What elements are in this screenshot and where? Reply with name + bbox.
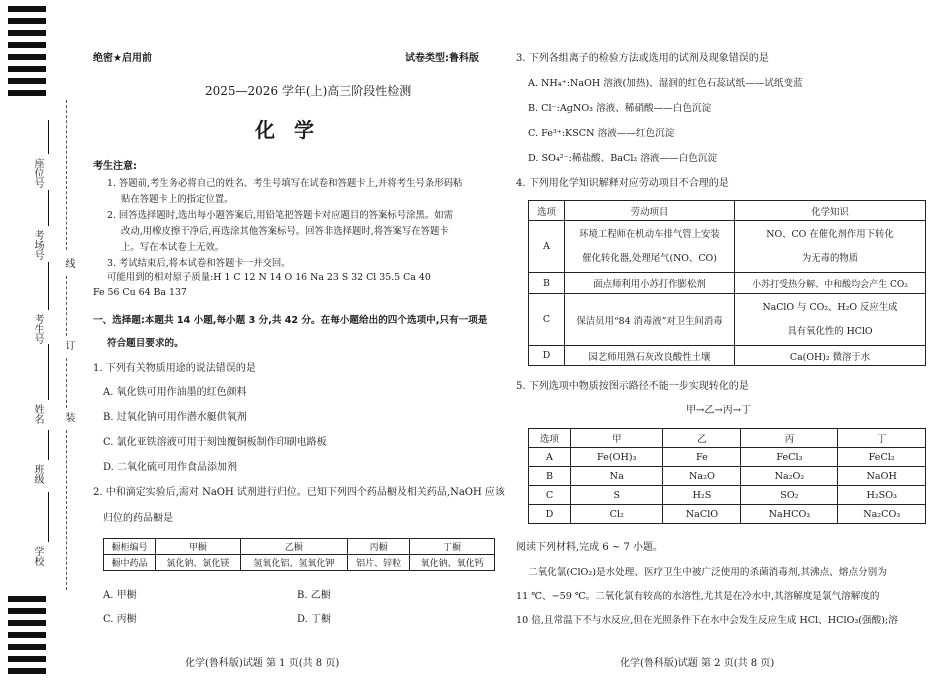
table-cell: Na₂CO₃: [838, 505, 926, 524]
table-cell: A: [529, 448, 571, 467]
q2-option-c: C. 丙橱: [103, 614, 137, 625]
candidate-number-label: 考生号: [32, 314, 43, 344]
table-row: [529, 505, 926, 524]
reading-line: 二氧化氯(ClO₂)是水处理、医疗卫生中被广泛使用的杀菌消毒剂,其沸点、熔点分别为: [528, 567, 887, 578]
table-cell: H₂SO₃: [838, 486, 926, 505]
reading-intro: 阅读下列材料,完成 6 ~ 7 小题。: [516, 542, 663, 553]
table-header-cell: 丙: [741, 429, 838, 448]
table-row: [529, 294, 926, 346]
knowledge-text: 具有氧化性的 HClO: [787, 325, 873, 337]
table-cell: 氯化钠、氯化镁: [156, 555, 241, 571]
notice-line: 改动,用橡皮擦干净后,再选涂其他答案标号。回答非选择题时,将答案写在答题卡: [121, 226, 449, 237]
table-header-cell: 丙橱: [347, 539, 409, 555]
notice-line: 上。写在本试卷上无效。: [121, 242, 225, 253]
page-footer: 化学(鲁科版)试题 第 2 页(共 8 页): [620, 658, 775, 669]
notice-line: 2. 回答选择题时,选出每小题答案后,用铅笔把答题卡对应题目的答案标号涂黑。如需: [107, 210, 454, 221]
secret-label: 绝密★启用前: [93, 53, 152, 64]
row-option: B: [529, 273, 565, 294]
table-cell: B: [529, 467, 571, 486]
knowledge-text: 为无毒的物质: [801, 252, 859, 264]
table-cell: Na: [571, 467, 663, 486]
table-cell: FeCl₂: [838, 448, 926, 467]
knowledge-text: Ca(OH)₂ 微溶于水: [735, 346, 926, 366]
page-2: [516, 0, 944, 688]
table-header-cell: 橱柜编号: [104, 539, 156, 555]
table-cell: Na₂O: [663, 467, 741, 486]
table-header-cell: 劳动项目: [565, 201, 735, 221]
table-header-cell: 乙橱: [240, 539, 347, 555]
name-label: 姓名: [32, 404, 43, 424]
notice-line: 1. 答题前,考生务必将自己的姓名、考生号填写在试卷和答题卡上,并将考生号条形码粘: [107, 178, 463, 189]
row-option: A: [529, 221, 565, 273]
table-cell: NaHCO₃: [741, 505, 838, 524]
row-option: D: [529, 346, 565, 366]
table-cell: FeCl₃: [741, 448, 838, 467]
seat-number-label: 座位号: [32, 158, 43, 188]
table-row: [529, 273, 926, 294]
binding-mark-line: 线: [63, 258, 74, 268]
work-text: 园艺师用熟石灰改良酸性土壤: [565, 346, 735, 366]
q2-stem-cont: 归位的药品橱是: [103, 513, 173, 524]
table-row: [529, 221, 926, 273]
notice-title: 考生注意:: [93, 161, 137, 172]
exam-title: 2025—2026 学年(上)高三阶段性检测: [205, 84, 412, 98]
knowledge-text: NO、CO 在催化剂作用下转化: [766, 228, 894, 240]
table-header-cell: 丁: [838, 429, 926, 448]
table-cell: SO₂: [741, 486, 838, 505]
notice-line: 贴在答题卡上的指定位置。: [121, 194, 234, 205]
row-option: C: [529, 294, 565, 346]
work-text: 催化转化器,处理尾气(NO、CO): [582, 252, 717, 264]
notice-line: 3. 考试结束后,将本试卷和答题卡一并交回。: [107, 258, 291, 269]
table-cell: NaOH: [838, 467, 926, 486]
table-cell: S: [571, 486, 663, 505]
atomic-mass-line: 可能用到的相对原子质量:H 1 C 12 N 14 O 16 Na 23 S 32 Cl 35.5 Ca 40: [107, 272, 431, 283]
table-cell: NaClO: [663, 505, 741, 524]
atomic-mass-line: Fe 56 Cu 64 Ba 137: [93, 287, 187, 298]
q4-stem: 4. 下列用化学知识解释对应劳动项目不合理的是: [516, 178, 729, 189]
q2-option-d: D. 丁橱: [297, 614, 332, 625]
table-cell: 铝片、锌粒: [347, 555, 409, 571]
q5-table: [528, 428, 926, 524]
table-cell: H₂S: [663, 486, 741, 505]
q3-option-c: C. Fe³⁺:KSCN 溶液——红色沉淀: [528, 128, 675, 139]
paper-type: 试卷类型:鲁科版: [405, 53, 479, 64]
table-cell: 氧化钠、氧化钙: [410, 555, 495, 571]
table-row: [529, 346, 926, 366]
exam-room-label: 考场号: [32, 230, 43, 260]
q5-path: 甲→乙→丙→丁: [686, 405, 752, 416]
knowledge-text: NaClO 与 CO₂、H₂O 反应生成: [762, 301, 898, 313]
q2-stem: 2. 中和滴定实验后,需对 NaOH 试剂进行归位。已知下列四个药品橱及相关药品,NaOH 应该: [93, 487, 505, 498]
table-header-cell: 乙: [663, 429, 741, 448]
table-cell: Fe: [663, 448, 741, 467]
table-header-cell: 甲: [571, 429, 663, 448]
q2-cabinet-table: [103, 538, 495, 571]
table-cell: D: [529, 505, 571, 524]
subject-title: 化 学: [255, 118, 320, 142]
table-header-cell: 甲橱: [156, 539, 241, 555]
table-header-cell: 选项: [529, 429, 571, 448]
work-text: 保洁员用“84 消毒液”对卫生间消毒: [565, 294, 735, 346]
binding-mark-order: 订: [63, 340, 74, 350]
q3-option-b: B. Cl⁻:AgNO₃ 溶液、稀硝酸——白色沉淀: [528, 103, 712, 114]
knowledge-text: 小苏打受热分解、中和酸均会产生 CO₂: [735, 273, 926, 294]
q1-option-d: D. 二氧化硫可用作食品添加剂: [103, 462, 238, 473]
table-cell: 氢氧化铝、氢氧化钾: [240, 555, 347, 571]
q5-stem: 5. 下列选项中物质按图示路径不能一步实现转化的是: [516, 381, 749, 392]
reading-line: 11 ℃、−59 ℃。二氧化氯有较高的水溶性,尤其是在冷水中,其溶解度是氯气溶解度的: [516, 591, 880, 602]
table-row: [529, 448, 926, 467]
table-row: [529, 467, 926, 486]
table-cell: Na₂O₂: [741, 467, 838, 486]
binding-mark-bind: 装: [63, 412, 74, 422]
work-text: 环境工程师在机动车排气管上安装: [579, 228, 720, 240]
table-header-cell: 选项: [529, 201, 565, 221]
page-1: [85, 0, 505, 688]
school-label: 学校: [32, 546, 43, 566]
q2-option-b: B. 乙橱: [297, 590, 331, 601]
q2-option-a: A. 甲橱: [103, 590, 137, 601]
table-cell: 橱中药品: [104, 555, 156, 571]
q3-option-a: A. NH₄⁺:NaOH 溶液(加热)、湿润的红色石蕊试纸——试纸变蓝: [528, 78, 803, 89]
section1-heading-cont: 符合题目要求的。: [107, 338, 184, 349]
section1-heading: 一、选择题:本题共 14 小题,每小题 3 分,共 42 分。在每小题给出的四个选项中,只有一项是: [93, 315, 488, 326]
binding-strip: [0, 0, 80, 688]
q3-stem: 3. 下列各组离子的检验方法或选用的试剂及现象错误的是: [516, 53, 769, 64]
table-cell: C: [529, 486, 571, 505]
q4-table: [528, 200, 926, 366]
table-row: [529, 486, 926, 505]
q1-option-a: A. 氧化铁可用作油墨的红色颜料: [103, 387, 247, 398]
q3-option-d: D. SO₄²⁻:稀盐酸、BaCl₂ 溶液——白色沉淀: [528, 153, 718, 164]
class-label: 班级: [32, 464, 43, 484]
q1-option-c: C. 氯化亚铁溶液可用于刻蚀覆铜板制作印刷电路板: [103, 437, 327, 448]
q1-option-b: B. 过氧化钠可用作潜水艇供氧剂: [103, 412, 247, 423]
table-header-cell: 化学知识: [735, 201, 926, 221]
page-footer: 化学(鲁科版)试题 第 1 页(共 8 页): [185, 658, 340, 669]
q1-stem: 1. 下列有关物质用途的说法错误的是: [93, 363, 256, 374]
table-header-cell: 丁橱: [410, 539, 495, 555]
table-cell: Fe(OH)₃: [571, 448, 663, 467]
table-cell: Cl₂: [571, 505, 663, 524]
reading-line: 10 倍,且常温下不与水反应,但在光照条件下在水中会发生反应生成 HCl、HClO₃(强酸);溶: [516, 615, 898, 626]
work-text: 面点师利用小苏打作膨松剂: [565, 273, 735, 294]
